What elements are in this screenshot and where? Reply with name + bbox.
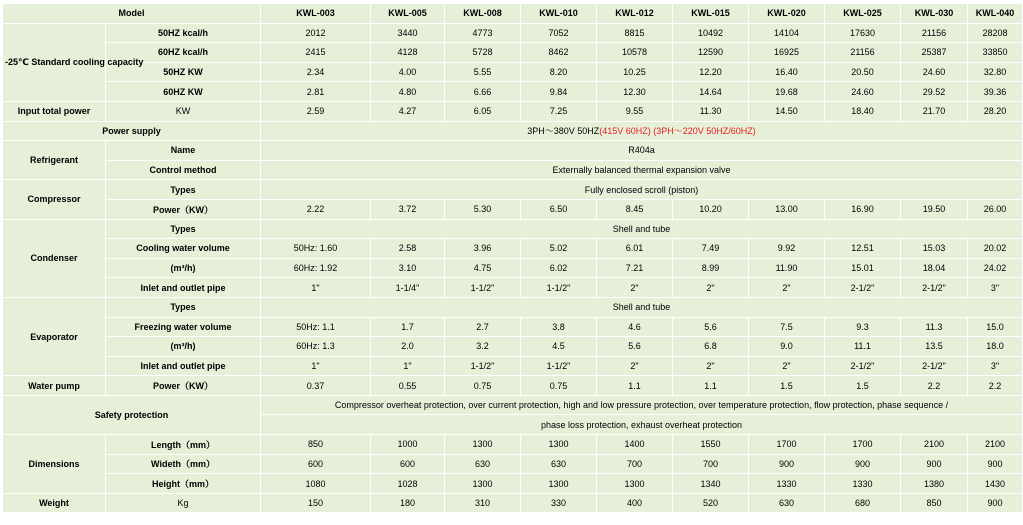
hz60-kw-cell: 39.36 (968, 82, 1023, 102)
input-power-cell: 21.70 (901, 101, 968, 121)
compressor-label: Compressor (3, 180, 106, 219)
compressor-power-cell: 3.72 (371, 199, 445, 219)
weight-unit: Kg (106, 493, 261, 513)
cooling-capacity-label: -25℃ Standard cooling capacity (3, 23, 106, 101)
weight-label: Weight (3, 493, 106, 513)
cond-water-60-cell: 18.04 (901, 258, 968, 278)
width-cell: 700 (673, 454, 749, 474)
input-power-cell: 6.05 (445, 101, 521, 121)
hz50-kw-cell: 2.34 (261, 62, 371, 82)
hz60-kw-cell: 4.80 (371, 82, 445, 102)
hz60-kcal-cell: 33850 (968, 43, 1023, 63)
table-row (3, 82, 1023, 102)
width-cell: 630 (445, 454, 521, 474)
hz60-kw-cell: 9.84 (521, 82, 597, 102)
model-header: KWL-030 (901, 4, 968, 24)
table-row (3, 199, 1023, 219)
evap-pipe-cell: 1-1/2" (445, 356, 521, 376)
evaporator-type-value: Shell and tube (261, 297, 1023, 317)
table-row (3, 219, 1023, 239)
weight-cell: 850 (901, 493, 968, 513)
power-supply-text: 3PH～380V 50HZ (527, 126, 600, 137)
height-cell: 1028 (371, 474, 445, 494)
hz50-kcal-cell: 21156 (901, 23, 968, 43)
model-header: KWL-020 (749, 4, 825, 24)
hz60-kcal-cell: 21156 (825, 43, 901, 63)
pump-power-cell: 0.55 (371, 376, 445, 396)
evap-pipe-cell: 1" (371, 356, 445, 376)
evap-water-50-cell: 7.5 (749, 317, 825, 337)
length-cell: 1300 (445, 435, 521, 455)
cond-pipe-cell: 2" (673, 278, 749, 298)
table-row (3, 474, 1023, 494)
length-cell: 1400 (597, 435, 673, 455)
cond-water-60-cell: 3.10 (371, 258, 445, 278)
pump-power-cell: 0.37 (261, 376, 371, 396)
weight-cell: 680 (825, 493, 901, 513)
cond-water-60-cell: 60Hz: 1.92 (261, 258, 371, 278)
table-row (3, 180, 1023, 200)
model-header: KWL-008 (445, 4, 521, 24)
cond-water-60-cell: 24.02 (968, 258, 1023, 278)
types-label: Types (106, 297, 261, 317)
cond-water-50-cell: 12.51 (825, 239, 901, 259)
evap-pipe-cell: 2" (597, 356, 673, 376)
cond-water-50-cell: 15.03 (901, 239, 968, 259)
evap-water-50-cell: 4.6 (597, 317, 673, 337)
evap-water-60-cell: 13.5 (901, 337, 968, 357)
pump-power-cell: 1.5 (825, 376, 901, 396)
height-cell: 1380 (901, 474, 968, 494)
compressor-power-cell: 19.50 (901, 199, 968, 219)
model-header: KWL-040 (968, 4, 1023, 24)
table-row (3, 376, 1023, 396)
input-power-cell: 28.20 (968, 101, 1023, 121)
table-row (3, 493, 1023, 513)
height-cell: 1340 (673, 474, 749, 494)
input-power-cell: 9.55 (597, 101, 673, 121)
input-power-label: Input total power (3, 101, 106, 121)
model-header: KWL-025 (825, 4, 901, 24)
evap-water-60-cell: 3.2 (445, 337, 521, 357)
hz50-kw-cell: 5.55 (445, 62, 521, 82)
cond-water-50-cell: 3.96 (445, 239, 521, 259)
evap-water-50-cell: 3.8 (521, 317, 597, 337)
length-label: Length（mm） (106, 435, 261, 455)
hz60-kcal-cell: 16925 (749, 43, 825, 63)
dimensions-label: Dimensions (3, 435, 106, 494)
width-cell: 900 (825, 454, 901, 474)
weight-cell: 400 (597, 493, 673, 513)
cond-water-60-cell: 15.01 (825, 258, 901, 278)
cond-water-50-cell: 50Hz: 1.60 (261, 239, 371, 259)
cond-pipe-cell: 2-1/2" (901, 278, 968, 298)
hz60-kcal-label: 60HZ kcal/h (106, 43, 261, 63)
evap-pipe-cell: 2" (673, 356, 749, 376)
hz50-kw-label: 50HZ KW (106, 62, 261, 82)
pump-power-cell: 2.2 (968, 376, 1023, 396)
weight-cell: 150 (261, 493, 371, 513)
height-cell: 1330 (825, 474, 901, 494)
safety-protection-line2: phase loss protection, exhaust overheat protection (261, 415, 1023, 435)
spec-table (2, 3, 1023, 513)
input-power-unit: KW (106, 101, 261, 121)
power-supply-red-text: (415V 60HZ) (3PH～220V 50HZ/60HZ) (599, 126, 756, 137)
input-power-cell: 18.40 (825, 101, 901, 121)
height-cell: 1300 (445, 474, 521, 494)
evap-water-60-cell: 2.0 (371, 337, 445, 357)
width-cell: 900 (749, 454, 825, 474)
power-supply-value (261, 121, 1023, 141)
model-label: Model (3, 4, 261, 24)
control-method-label: Control method (106, 160, 261, 180)
table-row (3, 62, 1023, 82)
length-cell: 1300 (521, 435, 597, 455)
table-row (3, 239, 1023, 259)
width-cell: 630 (521, 454, 597, 474)
compressor-power-label: Power（KW） (106, 199, 261, 219)
hz50-kcal-cell: 10492 (673, 23, 749, 43)
height-cell: 1300 (597, 474, 673, 494)
cond-pipe-cell: 2-1/2" (825, 278, 901, 298)
condenser-label: Condenser (3, 219, 106, 297)
weight-cell: 330 (521, 493, 597, 513)
width-cell: 900 (968, 454, 1023, 474)
hz60-kcal-cell: 12590 (673, 43, 749, 63)
length-cell: 2100 (901, 435, 968, 455)
types-label: Types (106, 180, 261, 200)
length-cell: 1700 (825, 435, 901, 455)
evap-water-50-cell: 2.7 (445, 317, 521, 337)
height-cell: 1300 (521, 474, 597, 494)
weight-cell: 900 (968, 493, 1023, 513)
evap-water-50-cell: 9.3 (825, 317, 901, 337)
weight-cell: 180 (371, 493, 445, 513)
cond-water-60-cell: 11.90 (749, 258, 825, 278)
height-cell: 1080 (261, 474, 371, 494)
hz50-kcal-cell: 4773 (445, 23, 521, 43)
cond-pipe-cell: 2" (597, 278, 673, 298)
hz60-kcal-cell: 4128 (371, 43, 445, 63)
width-cell: 600 (261, 454, 371, 474)
cooling-water-volume-label: Cooling water volume (106, 239, 261, 259)
model-header: KWL-003 (261, 4, 371, 24)
compressor-power-cell: 8.45 (597, 199, 673, 219)
cond-pipe-cell: 1-1/4" (371, 278, 445, 298)
model-header: KWL-010 (521, 4, 597, 24)
table-row (3, 337, 1023, 357)
weight-cell: 520 (673, 493, 749, 513)
cond-water-60-cell: 8.99 (673, 258, 749, 278)
pump-power-cell: 1.5 (749, 376, 825, 396)
compressor-power-cell: 10.20 (673, 199, 749, 219)
evap-water-50-cell: 5.6 (673, 317, 749, 337)
hz50-kw-cell: 24.60 (901, 62, 968, 82)
evap-pipe-cell: 1" (261, 356, 371, 376)
hz50-kcal-cell: 7052 (521, 23, 597, 43)
water-pump-label: Water pump (3, 376, 106, 396)
width-cell: 600 (371, 454, 445, 474)
types-label: Types (106, 219, 261, 239)
hz60-kcal-cell: 2415 (261, 43, 371, 63)
table-row (3, 141, 1023, 161)
table-row (3, 297, 1023, 317)
evap-water-60-cell: 18.0 (968, 337, 1023, 357)
evap-water-60-cell: 5.6 (597, 337, 673, 357)
power-supply-label: Power supply (3, 121, 261, 141)
control-method-value: Externally balanced thermal expansion valve (261, 160, 1023, 180)
hz60-kw-label: 60HZ KW (106, 82, 261, 102)
height-cell: 1330 (749, 474, 825, 494)
model-header: KWL-015 (673, 4, 749, 24)
hz60-kw-cell: 24.60 (825, 82, 901, 102)
table-row (3, 258, 1023, 278)
length-cell: 850 (261, 435, 371, 455)
freezing-water-volume-label: Freezing water volume (106, 317, 261, 337)
unit-m3h-label: (m³/h) (106, 258, 261, 278)
pump-power-cell: 0.75 (445, 376, 521, 396)
length-cell: 1550 (673, 435, 749, 455)
cond-pipe-cell: 2" (749, 278, 825, 298)
hz50-kcal-cell: 28208 (968, 23, 1023, 43)
hz50-kw-cell: 32.80 (968, 62, 1023, 82)
hz60-kcal-cell: 10578 (597, 43, 673, 63)
table-row (3, 160, 1023, 180)
hz60-kcal-cell: 25387 (901, 43, 968, 63)
cond-water-50-cell: 5.02 (521, 239, 597, 259)
hz60-kw-cell: 12.30 (597, 82, 673, 102)
evap-water-60-cell: 11.1 (825, 337, 901, 357)
cond-pipe-cell: 1-1/2" (521, 278, 597, 298)
cond-water-50-cell: 6.01 (597, 239, 673, 259)
evap-water-60-cell: 4.5 (521, 337, 597, 357)
header-row (3, 4, 1023, 24)
table-row (3, 278, 1023, 298)
table-row (3, 23, 1023, 43)
pump-power-cell: 1.1 (597, 376, 673, 396)
condenser-type-value: Shell and tube (261, 219, 1023, 239)
refrigerant-label: Refrigerant (3, 141, 106, 180)
pump-power-label: Power（KW） (106, 376, 261, 396)
hz50-kcal-cell: 8815 (597, 23, 673, 43)
evaporator-label: Evaporator (3, 297, 106, 375)
hz60-kw-cell: 19.68 (749, 82, 825, 102)
table-row (3, 356, 1023, 376)
compressor-power-cell: 5.30 (445, 199, 521, 219)
table-row (3, 121, 1023, 141)
evap-water-50-cell: 50Hz: 1.1 (261, 317, 371, 337)
evap-water-60-cell: 6.8 (673, 337, 749, 357)
table-row (3, 101, 1023, 121)
model-header: KWL-005 (371, 4, 445, 24)
hz60-kcal-cell: 8462 (521, 43, 597, 63)
cond-water-50-cell: 7.49 (673, 239, 749, 259)
evap-water-60-cell: 9.0 (749, 337, 825, 357)
hz50-kcal-cell: 17630 (825, 23, 901, 43)
hz50-kw-cell: 20.50 (825, 62, 901, 82)
input-power-cell: 14.50 (749, 101, 825, 121)
compressor-power-cell: 26.00 (968, 199, 1023, 219)
hz60-kw-cell: 29.52 (901, 82, 968, 102)
hz50-kw-cell: 8.20 (521, 62, 597, 82)
cond-water-60-cell: 7.21 (597, 258, 673, 278)
evap-pipe-cell: 2-1/2" (901, 356, 968, 376)
evap-water-60-cell: 60Hz: 1.3 (261, 337, 371, 357)
cond-water-50-cell: 2.58 (371, 239, 445, 259)
inlet-outlet-label: Inlet and outlet pipe (106, 356, 261, 376)
height-cell: 1430 (968, 474, 1023, 494)
weight-cell: 310 (445, 493, 521, 513)
table-row (3, 395, 1023, 415)
compressor-power-cell: 2.22 (261, 199, 371, 219)
evap-water-50-cell: 11.3 (901, 317, 968, 337)
hz50-kw-cell: 16.40 (749, 62, 825, 82)
pump-power-cell: 2.2 (901, 376, 968, 396)
name-label: Name (106, 141, 261, 161)
length-cell: 1000 (371, 435, 445, 455)
hz50-kw-cell: 10.25 (597, 62, 673, 82)
table-row (3, 317, 1023, 337)
input-power-cell: 11.30 (673, 101, 749, 121)
safety-protection-label: Safety protection (3, 395, 261, 434)
input-power-cell: 2.59 (261, 101, 371, 121)
hz50-kcal-cell: 2012 (261, 23, 371, 43)
width-cell: 700 (597, 454, 673, 474)
table-row (3, 454, 1023, 474)
input-power-cell: 4.27 (371, 101, 445, 121)
width-label: Wideth（mm） (106, 454, 261, 474)
evap-water-50-cell: 15.0 (968, 317, 1023, 337)
cond-water-60-cell: 6.02 (521, 258, 597, 278)
hz60-kw-cell: 2.81 (261, 82, 371, 102)
input-power-cell: 7.25 (521, 101, 597, 121)
width-cell: 900 (901, 454, 968, 474)
pump-power-cell: 0.75 (521, 376, 597, 396)
pump-power-cell: 1.1 (673, 376, 749, 396)
hz50-kcal-label: 50HZ kcal/h (106, 23, 261, 43)
compressor-power-cell: 6.50 (521, 199, 597, 219)
inlet-outlet-label: Inlet and outlet pipe (106, 278, 261, 298)
unit-m3h-label: (m³/h) (106, 337, 261, 357)
cond-water-50-cell: 9.92 (749, 239, 825, 259)
table-row (3, 43, 1023, 63)
compressor-type-value: Fully enclosed scroll (piston) (261, 180, 1023, 200)
refrigerant-name-value: R404a (261, 141, 1023, 161)
safety-protection-line1: Compressor overheat protection, over current protection, high and low pressure protection, over temperature protection, flow protection, phase sequence / (261, 395, 1023, 415)
hz50-kcal-cell: 3440 (371, 23, 445, 43)
hz50-kcal-cell: 14104 (749, 23, 825, 43)
cond-pipe-cell: 1" (261, 278, 371, 298)
evap-pipe-cell: 2" (749, 356, 825, 376)
hz60-kw-cell: 14.64 (673, 82, 749, 102)
weight-cell: 630 (749, 493, 825, 513)
hz50-kw-cell: 4.00 (371, 62, 445, 82)
evap-pipe-cell: 2-1/2" (825, 356, 901, 376)
cond-pipe-cell: 1-1/2" (445, 278, 521, 298)
hz60-kcal-cell: 5728 (445, 43, 521, 63)
table-row (3, 435, 1023, 455)
length-cell: 2100 (968, 435, 1023, 455)
cond-water-50-cell: 20.02 (968, 239, 1023, 259)
evap-water-50-cell: 1.7 (371, 317, 445, 337)
compressor-power-cell: 16.90 (825, 199, 901, 219)
height-label: Height（mm） (106, 474, 261, 494)
model-header: KWL-012 (597, 4, 673, 24)
evap-pipe-cell: 3" (968, 356, 1023, 376)
cond-pipe-cell: 3" (968, 278, 1023, 298)
compressor-power-cell: 13.00 (749, 199, 825, 219)
evap-pipe-cell: 1-1/2" (521, 356, 597, 376)
length-cell: 1700 (749, 435, 825, 455)
cond-water-60-cell: 4.75 (445, 258, 521, 278)
hz50-kw-cell: 12.20 (673, 62, 749, 82)
hz60-kw-cell: 6.66 (445, 82, 521, 102)
